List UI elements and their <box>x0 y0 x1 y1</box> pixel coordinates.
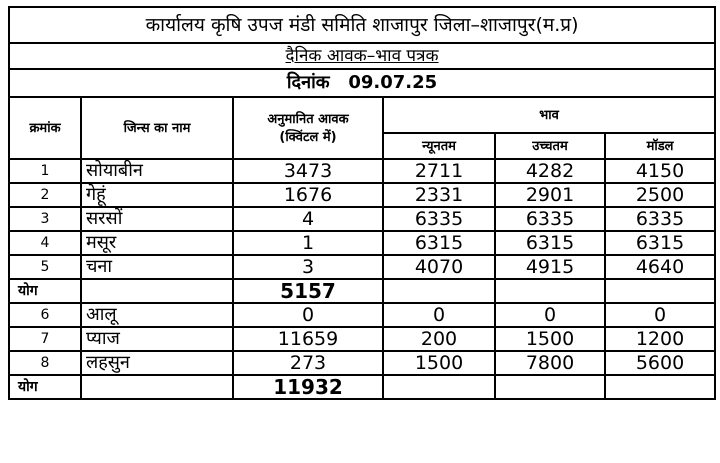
table-row <box>9 207 715 231</box>
header-price: भाव <box>383 97 715 133</box>
modal-price-cell: 1200 <box>605 327 715 351</box>
min-price-cell: 2331 <box>383 183 495 207</box>
serial-cell: 7 <box>9 327 81 351</box>
min-price-cell: 200 <box>383 327 495 351</box>
modal-price-cell: 5600 <box>605 351 715 375</box>
max-price-cell: 2901 <box>495 183 605 207</box>
empty-cell <box>383 279 495 303</box>
total-arrival: 5157 <box>233 279 383 303</box>
header-max: उच्चतम <box>495 133 605 159</box>
min-price-cell: 2711 <box>383 159 495 183</box>
commodity-cell: मसूर <box>81 231 233 255</box>
arrival-cell: 3473 <box>233 159 383 183</box>
modal-price-cell: 0 <box>605 303 715 327</box>
max-price-cell: 0 <box>495 303 605 327</box>
table-row <box>9 255 715 279</box>
min-price-cell: 6315 <box>383 231 495 255</box>
serial-cell: 4 <box>9 231 81 255</box>
table-row <box>9 183 715 207</box>
date-label: दिनांक <box>286 72 330 93</box>
commodity-cell: सोयाबीन <box>81 159 233 183</box>
table-row <box>9 303 715 327</box>
date-row <box>9 69 715 97</box>
commodity-cell: गेहूं <box>81 183 233 207</box>
modal-price-cell: 2500 <box>605 183 715 207</box>
max-price-cell: 4282 <box>495 159 605 183</box>
table-row <box>9 159 715 183</box>
table-row <box>9 327 715 351</box>
header-arrival-line2: (क्विंटल में) <box>279 129 337 145</box>
sheet-subtitle-text: दैनिक आवक–भाव पत्रक <box>285 45 439 66</box>
empty-cell <box>495 279 605 303</box>
header-modal: मॉडल <box>605 133 715 159</box>
total-row <box>9 279 715 303</box>
header-commodity: जिन्स का नाम <box>81 97 233 159</box>
commodity-cell: आलू <box>81 303 233 327</box>
arrival-cell: 11659 <box>233 327 383 351</box>
modal-price-cell: 6335 <box>605 207 715 231</box>
serial-cell: 6 <box>9 303 81 327</box>
empty-cell <box>81 279 233 303</box>
empty-cell <box>81 375 233 399</box>
empty-cell <box>495 375 605 399</box>
serial-cell: 8 <box>9 351 81 375</box>
min-price-cell: 4070 <box>383 255 495 279</box>
header-arrival-line1: अनुमानित आवक <box>267 111 349 127</box>
date-value: 09.07.25 <box>348 72 438 93</box>
total-row <box>9 375 715 399</box>
modal-price-cell: 4150 <box>605 159 715 183</box>
header-arrival <box>233 97 383 159</box>
empty-cell <box>605 375 715 399</box>
arrival-cell: 273 <box>233 351 383 375</box>
empty-cell <box>605 279 715 303</box>
header-serial: क्रमांक <box>9 97 81 159</box>
header-min: न्यूनतम <box>383 133 495 159</box>
max-price-cell: 6335 <box>495 207 605 231</box>
office-title: कार्यालय कृषि उपज मंडी समिति शाजापुर जिला–शाजापुर(म.प्र) <box>9 7 715 43</box>
arrival-cell: 3 <box>233 255 383 279</box>
commodity-cell: चना <box>81 255 233 279</box>
max-price-cell: 4915 <box>495 255 605 279</box>
arrival-cell: 0 <box>233 303 383 327</box>
arrival-price-table <box>8 6 716 400</box>
max-price-cell: 7800 <box>495 351 605 375</box>
serial-cell: 1 <box>9 159 81 183</box>
total-label: योग <box>9 279 81 303</box>
sheet-subtitle <box>9 43 715 69</box>
arrival-cell: 1676 <box>233 183 383 207</box>
arrival-cell: 4 <box>233 207 383 231</box>
min-price-cell: 6335 <box>383 207 495 231</box>
serial-cell: 5 <box>9 255 81 279</box>
total-label: योग <box>9 375 81 399</box>
serial-cell: 3 <box>9 207 81 231</box>
max-price-cell: 6315 <box>495 231 605 255</box>
table-row <box>9 351 715 375</box>
commodity-cell: सरसों <box>81 207 233 231</box>
max-price-cell: 1500 <box>495 327 605 351</box>
empty-cell <box>383 375 495 399</box>
table-row <box>9 231 715 255</box>
modal-price-cell: 6315 <box>605 231 715 255</box>
min-price-cell: 1500 <box>383 351 495 375</box>
commodity-cell: लहसुन <box>81 351 233 375</box>
arrival-cell: 1 <box>233 231 383 255</box>
min-price-cell: 0 <box>383 303 495 327</box>
total-arrival: 11932 <box>233 375 383 399</box>
serial-cell: 2 <box>9 183 81 207</box>
modal-price-cell: 4640 <box>605 255 715 279</box>
commodity-cell: प्याज <box>81 327 233 351</box>
